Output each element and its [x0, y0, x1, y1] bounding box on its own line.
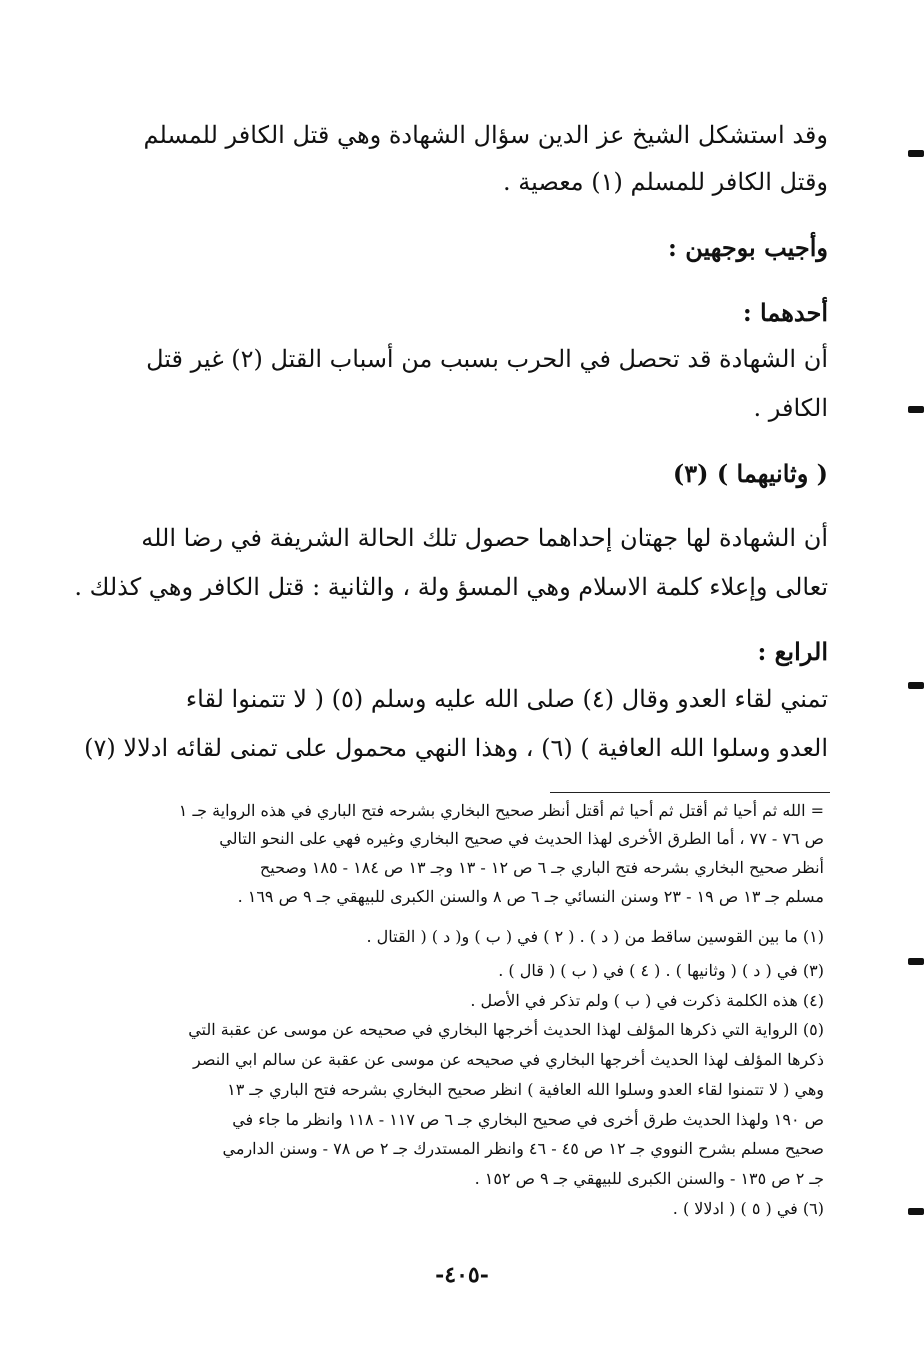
- footnote-line: جـ ٢ ص ١٣٥ - والسنن الكبرى للبيهقي جـ ٩ ص ١٥٢ .: [474, 1169, 824, 1188]
- footnote-line: ص ١٩٠ ولهذا الحديث طرق أخرى في صحيح البخاري جـ ٦ ص ١١٧ - ١١٨ وانظر ما جاء في: [232, 1110, 824, 1129]
- footnote-line: (٣) في ( د ) ( وثانيها ) . ( ٤ ) في ( ب ) ( قال ) .: [498, 961, 824, 980]
- footnote-line: ذكرها المؤلف لهذا الحديث أخرجها البخاري في صحيحه عن موسى عن عقبة عن سالم ابي النصر: [193, 1050, 824, 1069]
- body-line: الكافر .: [753, 394, 828, 422]
- footnote-divider: [550, 792, 830, 793]
- footnote-line: وهي ( لا تتمنوا لقاء العدو وسلوا الله العافية ) انظر صحيح البخاري بشرحه فتح الباري جـ ١٣: [227, 1080, 824, 1099]
- footnote-line: مسلم جـ ١٣ ص ١٩ - ٢٣ وسنن النسائي جـ ٦ ص ٨ والسنن الكبرى للبيهقي جـ ٩ ص ١٦٩ .: [237, 887, 824, 906]
- margin-mark: [908, 150, 924, 157]
- section-heading: أحدهما :: [742, 298, 828, 327]
- body-line: وقد استشكل الشيخ عز الدين سؤال الشهادة وهي قتل الكافر للمسلم: [143, 121, 828, 149]
- body-line: أن الشهادة لها جهتان إحداهما حصول تلك الحالة الشريفة في رضا الله: [141, 524, 828, 552]
- section-heading: ( وثانيهما ) (٣): [672, 459, 828, 488]
- body-line: تعالى وإعلاء كلمة الاسلام وهي المسؤ ولة ، والثانية : قتل الكافر وهي كذلك .: [74, 573, 828, 601]
- footnote-line: (١) ما بين القوسين ساقط من ( د ) . ( ٢ ) في ( ب ) و( د ) ( القتال .: [366, 927, 824, 946]
- margin-mark: [908, 1208, 924, 1215]
- footnote-line: صحيح مسلم بشرح النووي جـ ١٢ ص ٤٥ - ٤٦ وانظر المستدرك جـ ٢ ص ٧٨ - وسنن الدارمي: [222, 1139, 824, 1158]
- footnote-line: ص ٧٦ - ٧٧ ، أما الطرق الأخرى لهذا الحديث في صحيح البخاري وغيره فهي على النحو التالي: [219, 829, 824, 848]
- section-heading: وأجيب بوجهين :: [668, 233, 828, 262]
- page-number: -٤٠٥-: [435, 1262, 489, 1288]
- margin-mark: [908, 406, 924, 413]
- footnote-line: (٥) الرواية التي ذكرها المؤلف لهذا الحديث أخرجها البخاري في صحيحه عن موسى عن عقبة التي: [188, 1020, 824, 1039]
- footnote-line: أنظر صحيح البخاري بشرحه فتح الباري جـ ٦ ص ١٢ - ١٣ وجـ ١٣ ص ١٨٤ - ١٨٥ وصحيح: [259, 858, 824, 877]
- body-line: وقتل الكافر للمسلم (١) معصية .: [503, 168, 828, 196]
- section-heading: الرابع :: [757, 637, 828, 666]
- footnote-line: = الله ثم أحيا ثم أقتل ثم أحيا ثم أقتل أنظر صحيح البخاري بشرحه فتح الباري في هذه الرواية جـ ١: [178, 801, 824, 820]
- margin-mark: [908, 682, 924, 689]
- footnote-line: (٦) في ( ٥ ) ( ادلالا ) .: [672, 1199, 824, 1218]
- margin-mark: [908, 958, 924, 965]
- body-line: العدو وسلوا الله العافية ) (٦) ، وهذا النهي محمول على تمنى لقائه ادلالا (٧): [84, 734, 828, 762]
- body-line: تمني لقاء العدو وقال (٤) صلى الله عليه وسلم (٥) ( لا تتمنوا لقاء: [185, 685, 828, 713]
- body-line: أن الشهادة قد تحصل في الحرب بسبب من أسباب القتل (٢) غير قتل: [146, 345, 828, 373]
- footnote-line: (٤) هذه الكلمة ذكرت في ( ب ) ولم تذكر في الأصل .: [470, 991, 824, 1010]
